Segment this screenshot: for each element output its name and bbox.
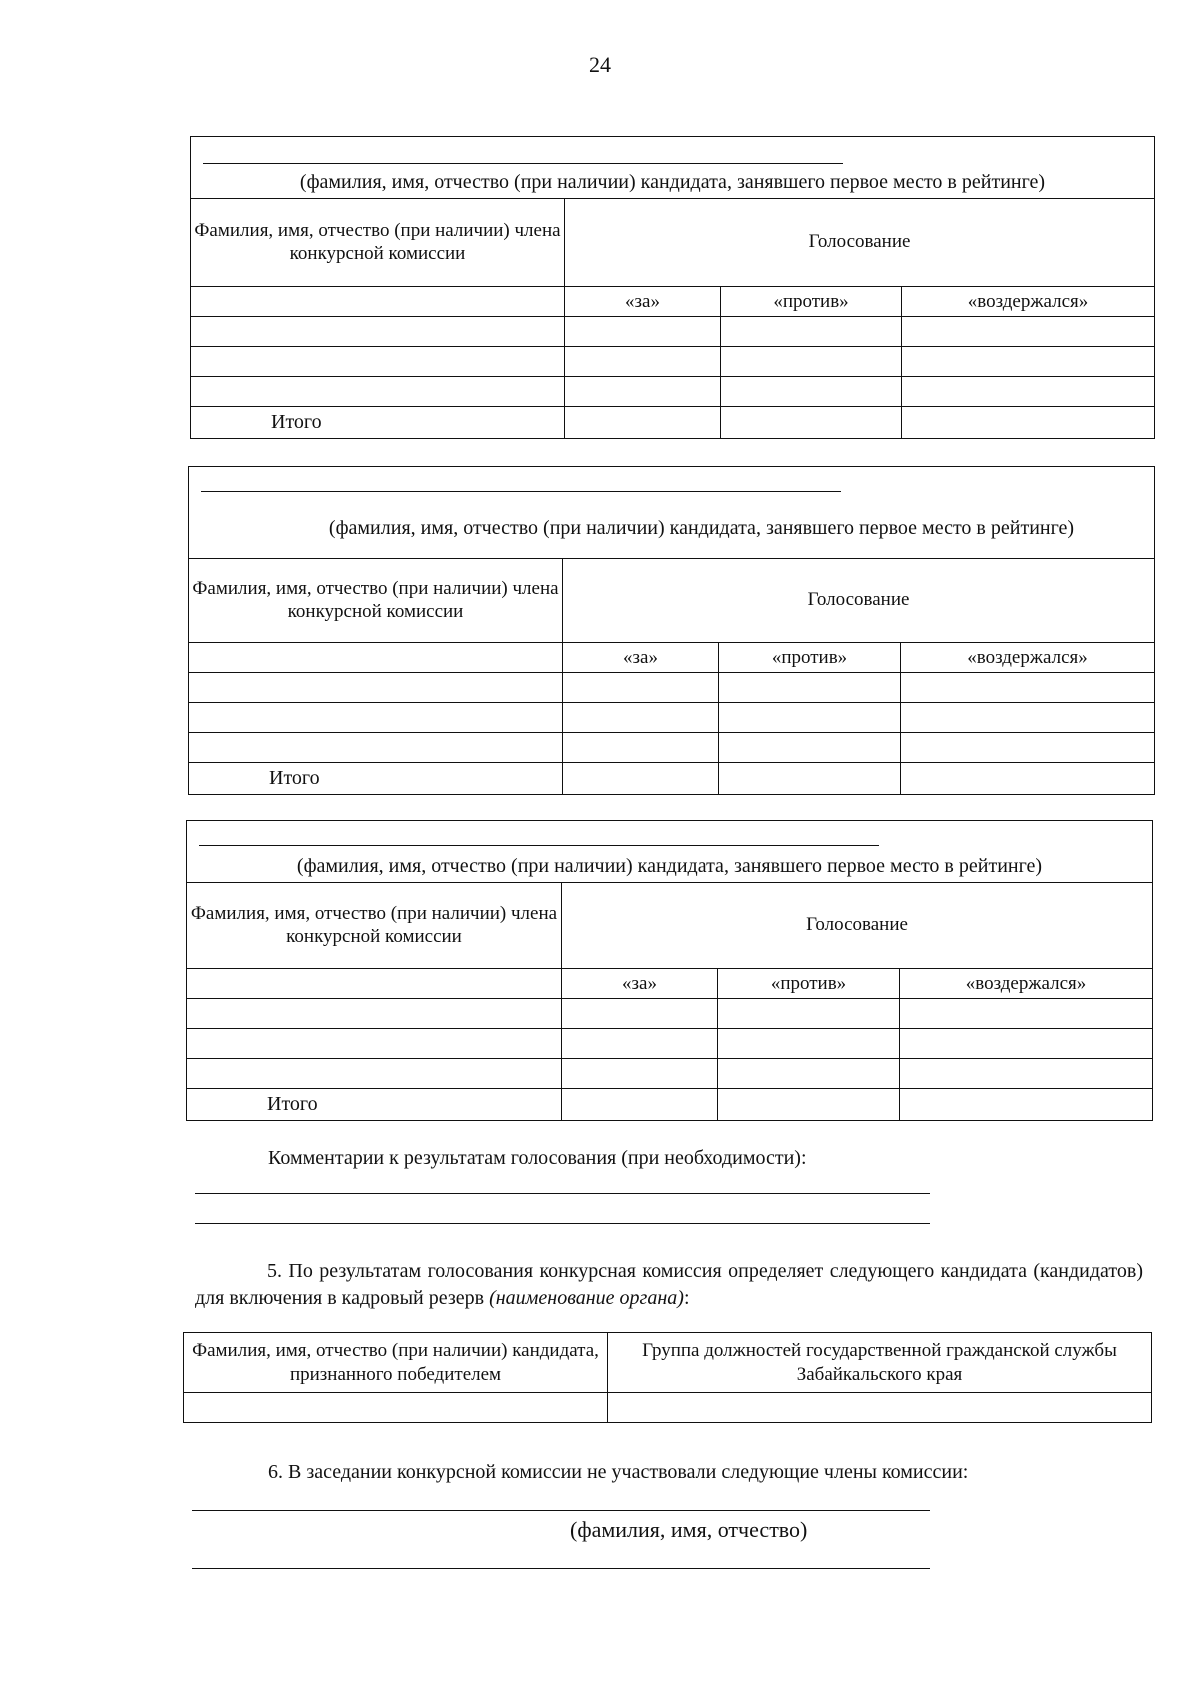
comments-line-2 (195, 1223, 930, 1224)
vote-table-2 (188, 466, 1155, 795)
total-label: Итого (187, 1089, 562, 1121)
reserve-col-candidate: Фамилия, имя, отчество (при наличии) кандидата, признанного победителем (184, 1333, 608, 1393)
option-against: «против» (719, 643, 901, 673)
member-header: Фамилия, имя, отчество (при наличии) члена конкурсной комиссии (189, 559, 563, 643)
option-abstain: «воздержался» (902, 287, 1155, 317)
vote-table-3 (186, 820, 1153, 1121)
table-row (189, 733, 1155, 763)
absent-members-line-2 (192, 1568, 930, 1569)
option-against: «против» (718, 969, 900, 999)
option-for: «за» (565, 287, 721, 317)
section-5-suffix: : (683, 1287, 690, 1309)
option-abstain: «воздержался» (900, 969, 1153, 999)
candidate-name-line (201, 491, 841, 492)
member-cell (187, 969, 562, 999)
table-row (189, 703, 1155, 733)
candidate-caption: (фамилия, имя, отчество (при наличии) кандидата, занявшего первое место в рейтинге) (328, 516, 1075, 539)
table-row (191, 317, 1155, 347)
voting-header: Голосование (562, 883, 1153, 969)
candidate-name-cell (189, 467, 1155, 559)
candidate-name-line (199, 845, 879, 846)
table-row (187, 1059, 1153, 1089)
comments-label: Комментарии к результатам голосования (при необходимости): (268, 1147, 807, 1169)
candidate-name-cell (191, 137, 1155, 199)
page-number: 24 (589, 52, 611, 77)
member-cell (189, 643, 563, 673)
total-label: Итого (189, 763, 563, 795)
voting-header: Голосование (565, 199, 1155, 287)
total-label: Итого (191, 407, 565, 439)
option-abstain: «воздержался» (901, 643, 1155, 673)
table-row (187, 999, 1153, 1029)
option-for: «за» (562, 969, 718, 999)
absent-members-line-1 (192, 1510, 930, 1511)
section-5-main: 5. По результатам голосования конкурсная комиссия определяет следующего кандидата (кандидатов) для включения в кадровый резерв (195, 1260, 1143, 1309)
table-row (184, 1393, 1152, 1423)
table-row (191, 347, 1155, 377)
option-for: «за» (563, 643, 719, 673)
member-cell (191, 287, 565, 317)
candidate-caption: (фамилия, имя, отчество (при наличии) кандидата, занявшего первое место в рейтинге) (299, 171, 1046, 193)
table-row (187, 1029, 1153, 1059)
voting-header: Голосование (563, 559, 1155, 643)
candidate-caption: (фамилия, имя, отчество (при наличии) кандидата, занявшего первое место в рейтинге) (296, 855, 1043, 877)
vote-table-1 (190, 136, 1155, 439)
table-row (189, 673, 1155, 703)
table-row (191, 377, 1155, 407)
section-5-text (195, 1258, 1143, 1312)
absent-members-caption: (фамилия, имя, отчество) (570, 1517, 808, 1542)
member-header: Фамилия, имя, отчество (при наличии) члена конкурсной комиссии (187, 883, 562, 969)
section-6-text: 6. В заседании конкурсной комиссии не участвовали следующие члены комиссии: (268, 1461, 969, 1483)
candidate-name-cell (187, 821, 1153, 883)
option-against: «против» (721, 287, 902, 317)
reserve-col-group: Группа должностей государственной гражданской службы Забайкальского края (608, 1333, 1152, 1393)
section-5-organ: (наименование органа) (489, 1287, 684, 1309)
member-header: Фамилия, имя, отчество (при наличии) члена конкурсной комиссии (191, 199, 565, 287)
reserve-table (183, 1332, 1152, 1423)
comments-line-1 (195, 1193, 930, 1194)
candidate-name-line (203, 163, 843, 164)
